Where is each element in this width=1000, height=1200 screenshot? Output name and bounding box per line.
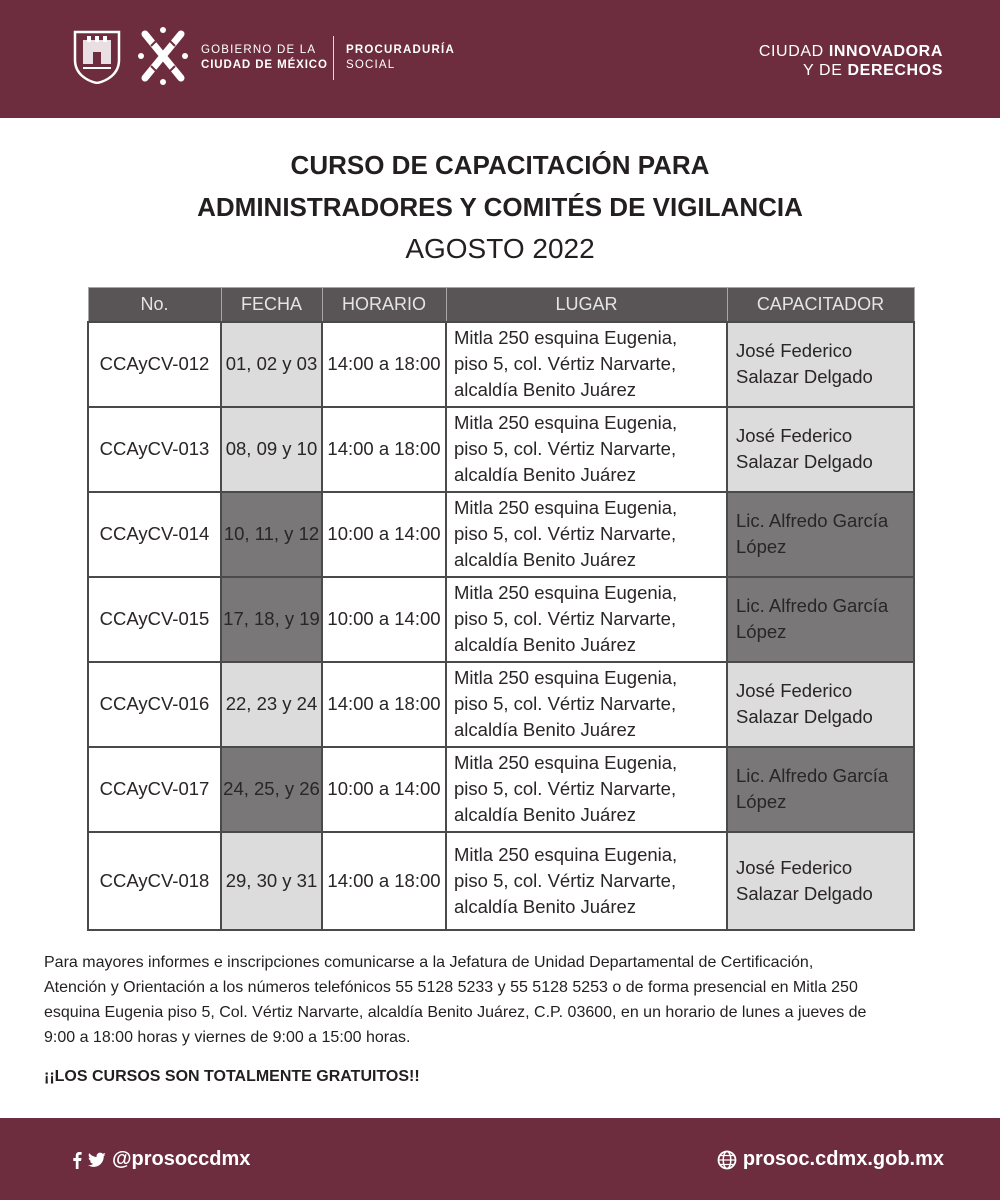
course-number: CCAyCV-012 — [88, 322, 221, 407]
header-capacitador: CAPACITADOR — [727, 288, 914, 322]
slogan-1a: CIUDAD — [758, 43, 829, 60]
header-lugar: LUGAR — [446, 288, 727, 322]
course-number: CCAyCV-013 — [88, 407, 221, 492]
course-dates: 17, 18, y 19 — [221, 577, 322, 662]
location-line-3: alcaldía Benito Juárez — [454, 549, 637, 570]
trainer-line-2: Salazar Delgado — [736, 451, 873, 472]
gov-line-1: GOBIERNO DE LA — [201, 44, 317, 56]
course-location — [446, 407, 727, 492]
location-line-2: piso 5, col. Vértiz Narvarte, — [454, 523, 677, 544]
course-location — [446, 832, 727, 930]
course-dates: 22, 23 y 24 — [221, 662, 322, 747]
header-fecha: FECHA — [221, 288, 322, 322]
location-line-3: alcaldía Benito Juárez — [454, 804, 637, 825]
header-horario: HORARIO — [322, 288, 446, 322]
info-line-2: Atención y Orientación a los números telefónicos 55 5128 5233 y 55 5128 5253 o de forma presencial en Mitla 250 — [44, 979, 858, 996]
location-line-1: Mitla 250 esquina Eugenia, — [454, 497, 678, 518]
header-no: No. — [88, 288, 221, 322]
trainer-line-1: José Federico — [736, 340, 853, 361]
trainer-line-1: José Federico — [736, 680, 853, 701]
course-location — [446, 747, 727, 832]
course-number: CCAyCV-015 — [88, 577, 221, 662]
course-trainer — [727, 832, 914, 930]
location-line-3: alcaldía Benito Juárez — [454, 634, 637, 655]
course-dates: 24, 25, y 26 — [221, 747, 322, 832]
header-banner — [0, 0, 1000, 118]
trainer-line-1: Lic. Alfredo García — [736, 765, 889, 786]
course-dates: 29, 30 y 31 — [221, 832, 322, 930]
course-number: CCAyCV-018 — [88, 832, 221, 930]
location-line-2: piso 5, col. Vértiz Narvarte, — [454, 869, 677, 891]
social-link[interactable] — [72, 1148, 250, 1171]
course-dates: 08, 09 y 10 — [221, 407, 322, 492]
free-notice: ¡¡LOS CURSOS SON TOTALMENTE GRATUITOS!! — [44, 1068, 420, 1085]
trainer-line-1: Lic. Alfredo García — [736, 595, 889, 616]
trainer-line-1: Lic. Alfredo García — [736, 510, 889, 531]
location-line-3: alcaldía Benito Juárez — [454, 719, 637, 740]
course-trainer — [727, 747, 914, 832]
table-header-row — [88, 288, 914, 322]
slogan-2a: Y DE — [803, 62, 848, 79]
cdmx-x-logo-icon — [137, 26, 189, 86]
location-line-3: alcaldía Benito Juárez — [454, 379, 637, 400]
table-row — [88, 492, 914, 577]
course-location — [446, 662, 727, 747]
location-line-1: Mitla 250 esquina Eugenia, — [454, 582, 678, 603]
course-hours: 14:00 a 18:00 — [322, 407, 446, 492]
table-row — [88, 577, 914, 662]
proc-line-2: SOCIAL — [346, 59, 396, 71]
course-hours: 14:00 a 18:00 — [322, 322, 446, 407]
trainer-line-2: Salazar Delgado — [736, 706, 873, 727]
title-line-1: CURSO DE CAPACITACIÓN PARA — [290, 150, 710, 180]
info-line-3: esquina Eugenia piso 5, Col. Vértiz Narvarte, alcaldía Benito Juárez, C.P. 03600, en un horario de lunes a jueves de — [44, 1004, 867, 1021]
course-trainer — [727, 577, 914, 662]
location-line-2: piso 5, col. Vértiz Narvarte, — [454, 608, 677, 629]
info-line-4: 9:00 a 18:00 horas y viernes de 9:00 a 15:00 horas. — [44, 1029, 411, 1046]
trainer-line-2: Salazar Delgado — [736, 366, 873, 387]
course-trainer — [727, 662, 914, 747]
course-hours: 14:00 a 18:00 — [322, 832, 446, 930]
social-handle[interactable]: @prosoccdmx — [112, 1148, 251, 1170]
location-line-2: piso 5, col. Vértiz Narvarte, — [454, 778, 677, 799]
slogan-1b: INNOVADORA — [828, 43, 943, 60]
contact-info — [44, 950, 954, 1050]
info-line-1: Para mayores informes e inscripciones comunicarse a la Jefatura de Unidad Departamental de Certificación, — [44, 954, 814, 971]
header-divider — [333, 36, 334, 80]
trainer-line-2: Salazar Delgado — [736, 882, 873, 904]
trainer-line-2: López — [736, 621, 787, 642]
table-row — [88, 747, 914, 832]
course-hours: 14:00 a 18:00 — [322, 662, 446, 747]
facebook-icon[interactable] — [72, 1151, 82, 1169]
location-line-3: alcaldía Benito Juárez — [454, 895, 637, 917]
title-month: AGOSTO 2022 — [405, 233, 595, 264]
trainer-line-1: José Federico — [736, 425, 853, 446]
location-line-2: piso 5, col. Vértiz Narvarte, — [454, 693, 677, 714]
location-line-2: piso 5, col. Vértiz Narvarte, — [454, 438, 677, 459]
gov-line-2: CIUDAD DE MÉXICO — [201, 59, 328, 71]
shield-icon — [73, 30, 121, 84]
course-location — [446, 492, 727, 577]
course-dates: 01, 02 y 03 — [221, 322, 322, 407]
table-row — [88, 832, 914, 930]
footer-banner — [0, 1118, 1000, 1200]
course-number: CCAyCV-014 — [88, 492, 221, 577]
trainer-line-2: López — [736, 536, 787, 557]
slogan — [759, 42, 943, 80]
location-line-1: Mitla 250 esquina Eugenia, — [454, 327, 678, 348]
table-row — [88, 662, 914, 747]
course-location — [446, 577, 727, 662]
website-url[interactable]: prosoc.cdmx.gob.mx — [742, 1148, 944, 1170]
course-schedule-table — [87, 287, 915, 931]
website-link[interactable] — [717, 1148, 944, 1171]
table-row — [88, 407, 914, 492]
course-hours: 10:00 a 14:00 — [322, 747, 446, 832]
course-hours: 10:00 a 14:00 — [322, 492, 446, 577]
location-line-2: piso 5, col. Vértiz Narvarte, — [454, 353, 677, 374]
proc-line-1: PROCURADURÍA — [346, 44, 455, 56]
course-trainer — [727, 407, 914, 492]
trainer-line-2: López — [736, 791, 787, 812]
location-line-3: alcaldía Benito Juárez — [454, 464, 637, 485]
course-hours: 10:00 a 14:00 — [322, 577, 446, 662]
procuraduria-name — [346, 43, 455, 73]
course-number: CCAyCV-016 — [88, 662, 221, 747]
course-location — [446, 322, 727, 407]
table-row — [88, 322, 914, 407]
globe-icon — [717, 1150, 737, 1170]
twitter-icon[interactable] — [88, 1152, 106, 1168]
course-trainer — [727, 492, 914, 577]
government-name — [201, 43, 328, 73]
title-line-2: ADMINISTRADORES Y COMITÉS DE VIGILANCIA — [197, 192, 803, 222]
location-line-1: Mitla 250 esquina Eugenia, — [454, 752, 678, 773]
location-line-1: Mitla 250 esquina Eugenia, — [454, 667, 678, 688]
course-dates: 10, 11, y 12 — [221, 492, 322, 577]
location-line-1: Mitla 250 esquina Eugenia, — [454, 412, 678, 433]
course-trainer — [727, 322, 914, 407]
slogan-2b: DERECHOS — [847, 62, 943, 79]
trainer-line-1: José Federico — [736, 856, 853, 878]
course-number: CCAyCV-017 — [88, 747, 221, 832]
location-line-1: Mitla 250 esquina Eugenia, — [454, 843, 678, 865]
